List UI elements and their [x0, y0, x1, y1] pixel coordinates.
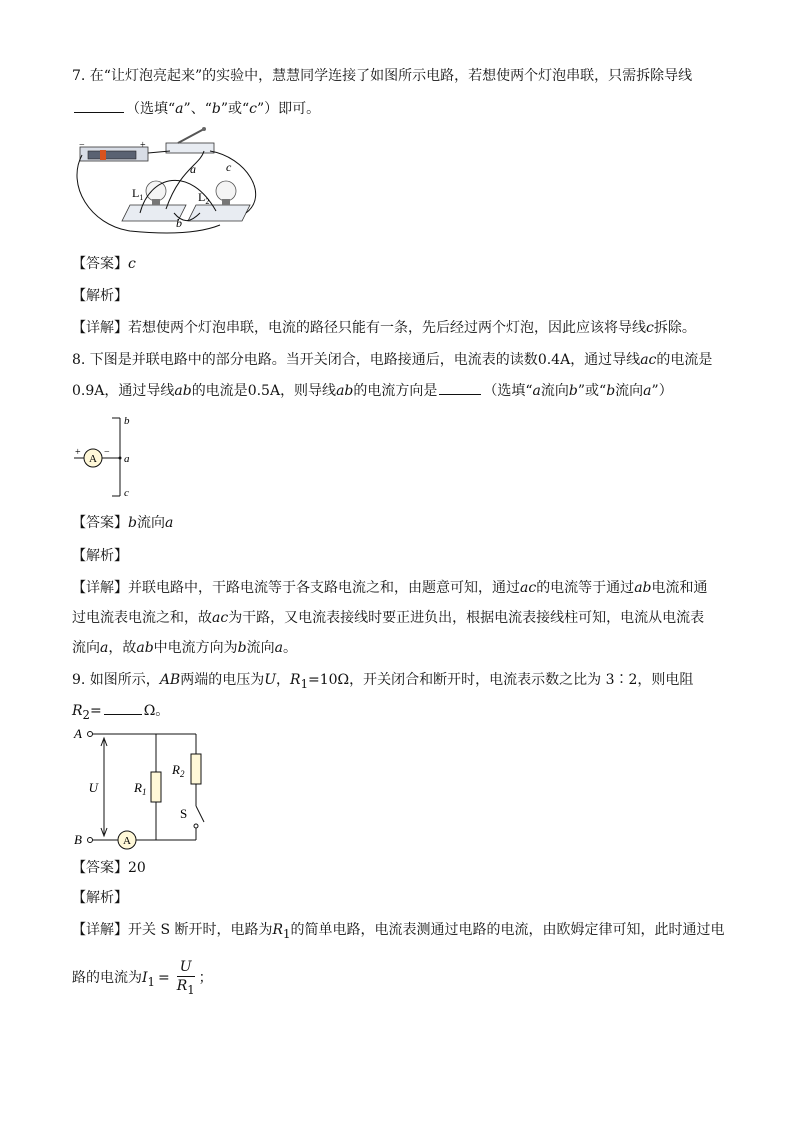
terminal-A	[88, 732, 93, 737]
label-b: b	[124, 415, 130, 427]
q8-answer: 【答案】b流向a	[72, 515, 174, 531]
label-A: A	[74, 726, 82, 741]
battery-minus: −	[79, 140, 85, 151]
q8-detail-line3: 流向a，故ab中电流方向为b流向a。	[72, 640, 297, 656]
svg-text:A: A	[123, 835, 131, 847]
q8-circuit-figure	[72, 410, 152, 500]
answer-blank	[104, 700, 142, 715]
battery-plus: +	[140, 140, 146, 151]
resistor-R1	[151, 772, 161, 802]
answer-blank	[74, 98, 124, 113]
label-S: S	[180, 806, 188, 821]
q9-stem-line1: 9. 如图所示，AB两端的电压为U，$R_1=10\Omega$，开关闭合和断开时，电流表示数之比为 3∶2，则电阻	[72, 672, 694, 691]
wire-c	[210, 151, 256, 213]
node-a	[119, 457, 122, 460]
q7-stem-line1: 7. 在“让灯泡亮起来”的实验中，慧慧同学连接了如图所示电路，若想使两个灯泡串联，只需拆除导线	[72, 68, 693, 84]
q8-detail-line1: 【详解】并联电路中，干路电流等于各支路电流之和，由题意可知，通过ac的电流等于通过ab电流和通	[72, 580, 708, 596]
resistor-R2	[191, 754, 201, 784]
q7-circuit-figure	[70, 125, 280, 245]
fraction-U-over-R1: $\frac{U}{R_1}$	[176, 958, 195, 997]
switch-base	[166, 143, 214, 153]
label-L2: $L_2$	[198, 190, 210, 206]
label-c: c	[124, 487, 129, 499]
terminal-B	[88, 838, 93, 843]
minus-sign: −	[104, 447, 110, 458]
label-B: B	[74, 832, 82, 847]
answer-blank	[439, 380, 481, 395]
label-c: c	[226, 160, 232, 174]
q9-detail-line2: 路的电流为$I_1$ = $\frac{U}{R_1}$ ；	[72, 958, 213, 997]
switch-lever	[178, 129, 204, 143]
q9-answer: 【答案】20	[72, 860, 146, 876]
q8-detail-line2: 过电流表电流之和，故ac为干路，又电流表接线时要正进负出，根据电流表接线柱可知，电流从电流表	[72, 610, 705, 626]
q9-stem-line2: $R_2= \Omega$。	[72, 700, 169, 725]
q9-analysis-tag: 【解析】	[72, 890, 128, 906]
lamp2-bulb	[216, 181, 236, 201]
label-L1: $L_1$	[132, 186, 144, 202]
switch-S	[196, 806, 204, 822]
label-a: a	[124, 453, 130, 465]
battery-stripe	[100, 150, 106, 160]
q9-detail-line1: 【详解】开关 S 断开时，电路为$R_1$的简单电路，电流表测通过电路的电流，由欧姆定律可知，此时通过电	[72, 922, 725, 941]
lamp1-bulb	[146, 181, 166, 201]
switch-knob	[202, 127, 206, 131]
label-a: a	[190, 162, 196, 176]
label-U: U	[88, 780, 98, 795]
label-b: b	[176, 216, 182, 230]
q8-stem-line1: 8. 下图是并联电路中的部分电路。当开关闭合，电路接通后，电流表的读数0.4A，通过导线ac的电流是	[72, 352, 713, 368]
svg-text:A: A	[89, 453, 97, 465]
label-R2: $R_2$	[172, 762, 185, 779]
battery-cell	[88, 151, 136, 159]
q9-circuit-figure	[72, 722, 222, 854]
plus-sign: +	[75, 447, 81, 458]
q8-analysis-tag: 【解析】	[72, 548, 128, 564]
q7-detail: 【详解】若想使两个灯泡串联，电流的路径只能有一条，先后经过两个灯泡，因此应该将导线c拆除。	[72, 320, 696, 336]
q7-answer: 【答案】c	[72, 256, 136, 272]
q8-stem-line2: 0.9A，通过导线ab的电流是0.5A，则导线ab的电流方向是 （选填“a流向b”或“b流向a”）	[72, 380, 673, 401]
label-R1: $R_1$	[134, 780, 147, 797]
q7-stem-line2: （选填“a”、“b”或“c”）即可。	[72, 98, 320, 119]
q7-analysis-tag: 【解析】	[72, 288, 128, 304]
lamp2-base	[188, 205, 250, 221]
